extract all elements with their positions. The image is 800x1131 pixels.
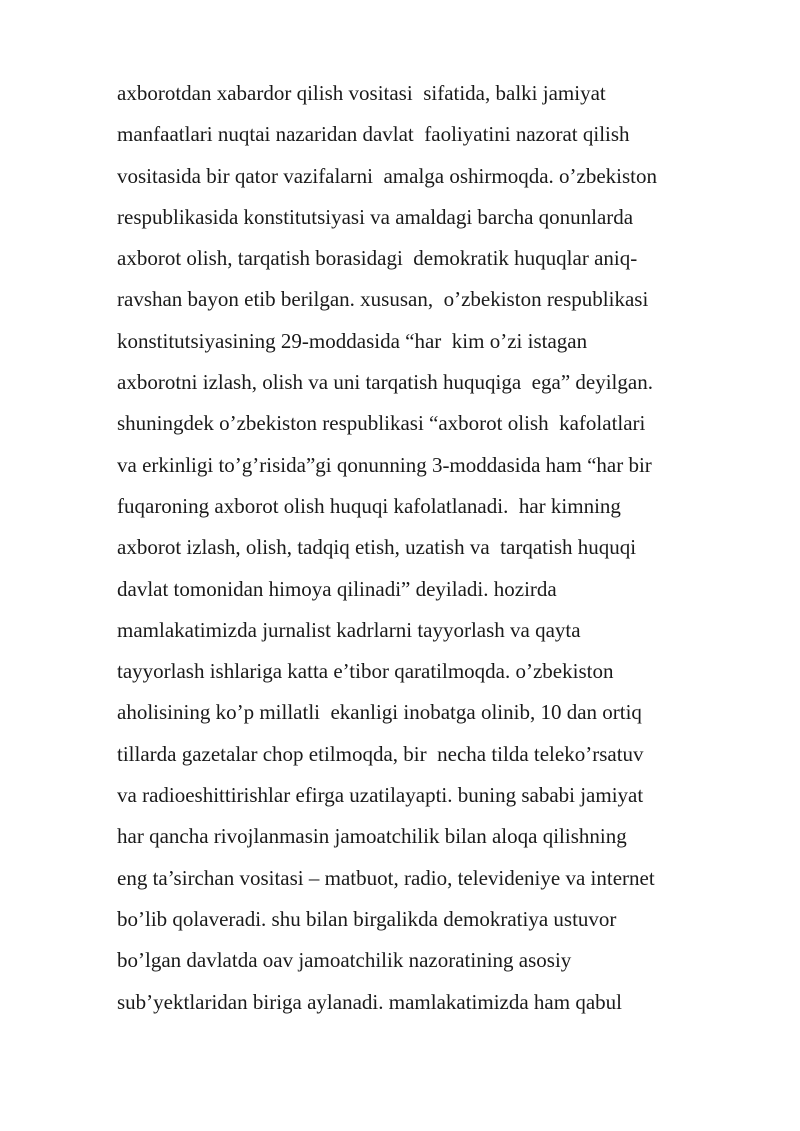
- text-line: ravshan bayon etib berilgan. xususan, o’zbekiston respublikasi: [117, 287, 649, 312]
- text-line: sub’yektlaridan biriga aylanadi. mamlakatimizda ham qabul: [117, 989, 622, 1014]
- text-line: va radioeshittirishlar efirga uzatilayapti. buning sababi jamiyat: [117, 783, 644, 808]
- text-line: axborotdan xabardor qilish vositasi sifatida, balki jamiyat: [117, 81, 606, 105]
- text-line: manfaatlari nuqtai nazaridan davlat faoliyatini nazorat qilish: [117, 122, 630, 147]
- text-line: tayyorlash ishlariga katta e’tibor qaratilmoqda. o’zbekiston: [117, 659, 614, 684]
- text-line: respublikasida konstitutsiyasi va amaldagi barcha qonunlarda: [117, 204, 634, 229]
- text-line: eng ta’sirchan vositasi – matbuot, radio, televideniye va internet: [117, 865, 655, 890]
- text-line: axborot izlash, olish, tadqiq etish, uzatish va tarqatish huquqi: [117, 535, 637, 560]
- text-line: va erkinligi to’g’risida”gi qonunning 3-moddasida ham “har bir: [117, 452, 652, 477]
- text-line: tillarda gazetalar chop etilmoqda, bir necha tilda teleko’rsatuv: [117, 741, 644, 766]
- text-line: shuningdek o’zbekiston respublikasi “axborot olish kafolatlari: [117, 411, 646, 436]
- body-text: [117, 73, 757, 1023]
- text-line: davlat tomonidan himoya qilinadi” deyiladi. hozirda: [117, 576, 557, 601]
- text-line: axborot olish, tarqatish borasidagi demokratik huquqlar aniq-: [117, 246, 638, 271]
- text-line: mamlakatimizda jurnalist kadrlarni tayyorlash va qayta: [117, 617, 581, 642]
- text-line: aholisining ko’p millatli ekanligi inobatga olinib, 10 dan ortiq: [117, 700, 642, 725]
- text-line: bo’lgan davlatda oav jamoatchilik nazoratining asosiy: [117, 948, 572, 973]
- text-line: har qancha rivojlanmasin jamoatchilik bilan aloqa qilishning: [117, 824, 627, 849]
- text-line: axborotni izlash, olish va uni tarqatish huquqiga ega” deyilgan.: [117, 370, 653, 395]
- text-line: fuqaroning axborot olish huquqi kafolatlanadi. har kimning: [117, 493, 621, 518]
- text-line: konstitutsiyasining 29-moddasida “har kim o’zi istagan: [117, 328, 588, 353]
- text-line: bo’lib qolaveradi. shu bilan birgalikda demokratiya ustuvor: [117, 906, 617, 931]
- text-line: vositasida bir qator vazifalarni amalga oshirmoqda. o’zbekiston: [117, 163, 658, 188]
